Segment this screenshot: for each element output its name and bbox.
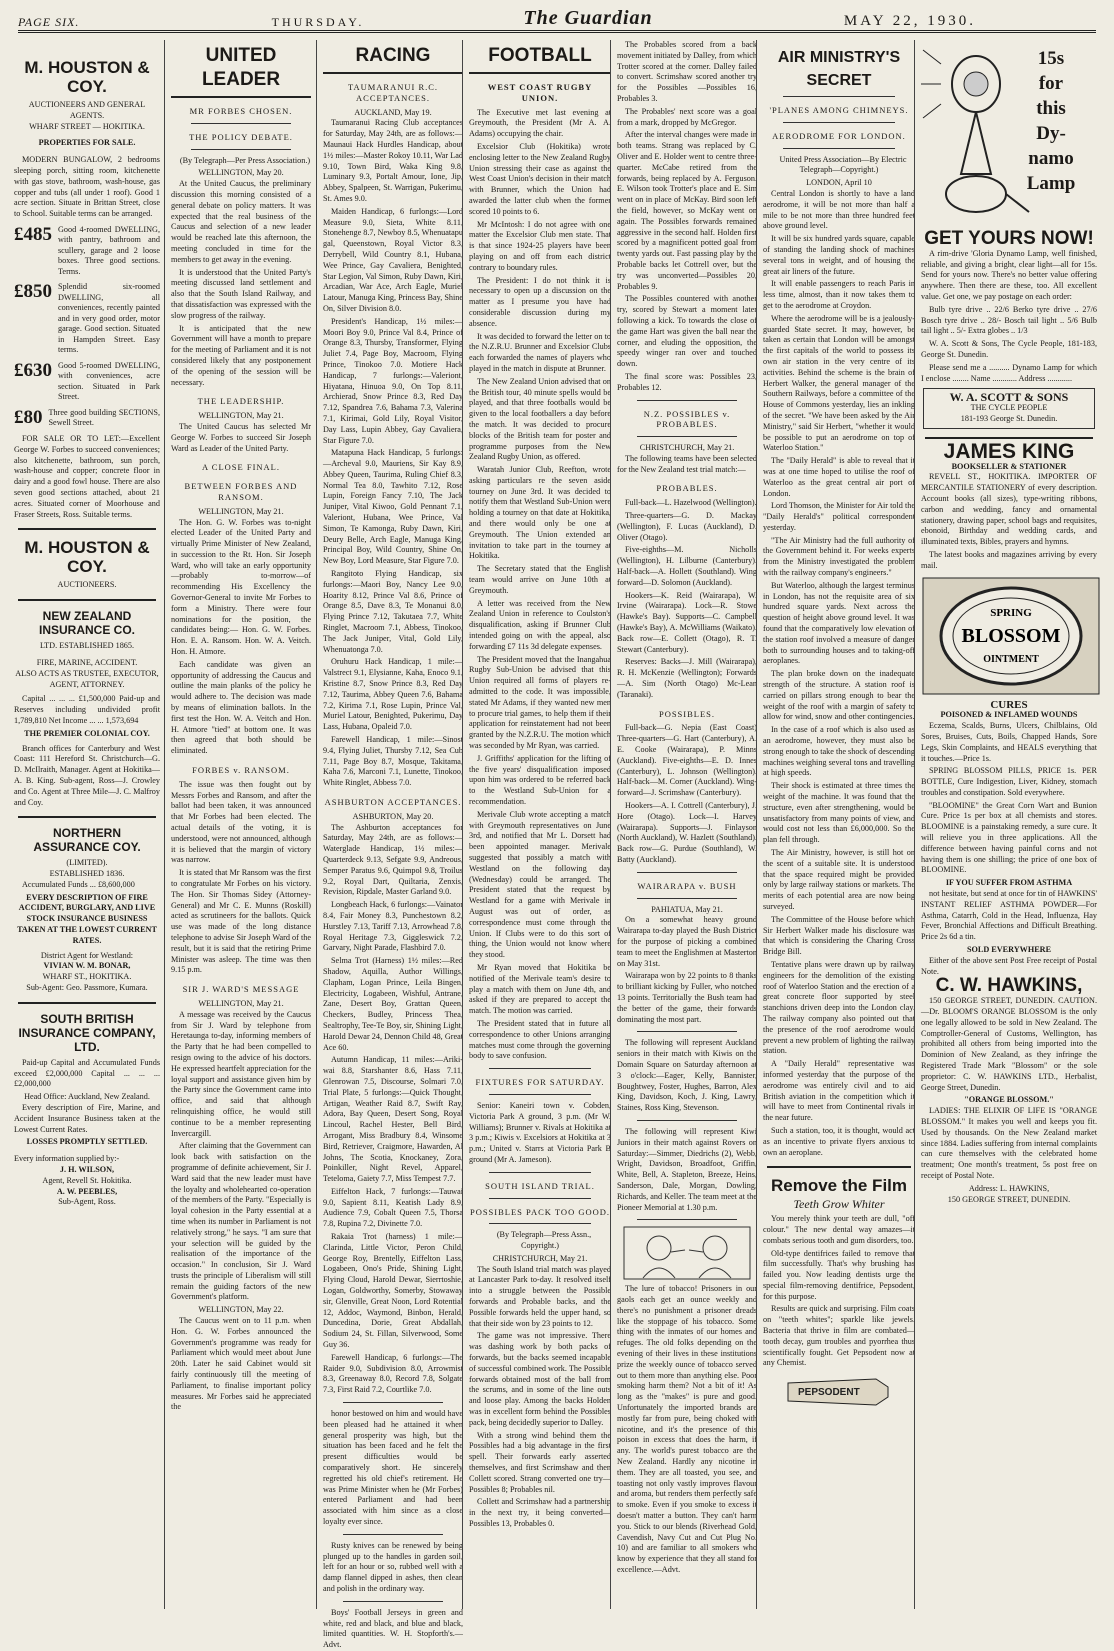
air-para-14: Tentative plans were drawn up by railway engineers for the demolition of the existing roof of Waterloo Station and the erection of a great concrete floor supported by steel stanchions driven deep into the London clay. The railway company also pointed out that the presence of the roof aerodrome would prevent a new problem of lighting the railway station. xyxy=(763,959,915,1056)
sub-close-final: A CLOSE FINAL. xyxy=(202,462,280,473)
byline: (By Telegraph—Per Press Association.) xyxy=(179,155,311,165)
blossom-pills: SPRING BLOSSOM PILLS, PRICE 1s. PER BOTTLE, Cure Indigestion, Liver, Kidney, stomach troubles and constipation. Sold everywhere. xyxy=(921,766,1097,797)
dateline-christchurch-2: CHRISTCHURCH, May 21. xyxy=(639,443,735,453)
trustee-line: ALSO ACTS AS TRUSTEE, EXECUTOR, AGENT, ATTORNEY. xyxy=(15,668,159,689)
fire-marine: FIRE, MARINE, ACCIDENT. xyxy=(36,657,138,667)
northern-every: EVERY DESCRIPTION OF FIRE ACCIDENT, BURGLARY, AND LIVE STOCK INSURANCE BUSINESS TAKEN AT THE LOWEST CURRENT RATES. xyxy=(17,892,157,945)
sub-probables: PROBABLES. xyxy=(656,483,718,494)
asthma-heading: IF YOU SUFFER FROM ASTHMA xyxy=(945,878,1073,888)
masthead-day: THURSDAY. xyxy=(271,15,365,29)
leader-para-8: It is stated that Mr Ransom was the first to congratulate Mr Forbes on his victory. The Hon. Sir Thomas Sidey (Attorney-General) and Mr C. E. Munns (Roskill) acted as scrutineers for the ballots. Quick use was made of the long distance telephone to advise Sir Joseph Ward of the result, but it is said that the retiring Prime Minister was asleep. The time was then 9.15 p.m. xyxy=(171,868,311,975)
cures-heading: CURES xyxy=(990,698,1028,711)
rule xyxy=(637,1120,737,1121)
tube-label: PEPSODENT xyxy=(798,1387,860,1399)
racing-para-9: Longbeach Hack, 6 furlongs:—Vainator 8.4, Fair Money 8.3, Punchestown 8.2, Hurstley 7.13, Tariff 7.13, Arrowhead 7.8, Royal Heritage 7.3, Giggleswick 7.2, Garvary, Night Parade, Flashbird 7.0. xyxy=(323,900,463,953)
listing-485: £485 Good 4-roomed DWELLING, with pantry, bathroom and scullery, garage and 2 loose boxes. Three good sections. Terms. xyxy=(14,223,160,276)
sub-forbes-v-ransom: FORBES v. RANSOM. xyxy=(192,765,290,776)
trial-para-2: The Probables' next score was a goal from a mark, dropped by McGregor. xyxy=(617,106,757,127)
leader-para-1: At the United Caucus, the preliminary discussion this morning consisted of a general debate on policy matters. It was expected that the real business of the Caucus and selection of a new leader would be reached late this afternoon, the meeting concluded in time for the members to get away in the evening. xyxy=(171,179,311,264)
sub-leadership: THE LEADERSHIP. xyxy=(197,396,285,407)
racing-para-13: Rakaia Trot (harness) 1 mile:—Clarinda, Little Victor, Peron Child, George Roy, Brentelly, Eiffelton Lass, Logabeen, Ono's Pride, Shining Light, Flying Cloud, Harold Dewar, Sierrtoshie, Logan, Goldworthy, Somerby, Stowaway sir, Glenville, Great Noon, Lord Rotential 12, Addoc, Waymond, Binbon, Herald, Duncedina, Dorie, Great Abdallah, Sodium 24, St. Fillan, Silverwood, Some Guy 36. xyxy=(323,1232,463,1350)
trial-para-5: The final score was: Possibles 23, Probables 12. xyxy=(617,371,757,392)
air-para-3: It will enable passengers to reach Paris in less time, almost, than it now takes them to get to the aerodrome at Croydon. xyxy=(763,279,915,310)
rule xyxy=(489,1223,591,1224)
pepsodent-subheading: Teeth Grow Whiter xyxy=(793,1197,885,1212)
pepsodent-para-3: Results are quick and surprising. Film coats on "teeth whites"; sparkle like jewels. Bacteria that thrive in film are combated—tooth decay, gum troubles and pyorrhea thus scientifically fought. Get Pepsodent now at any Chemist. xyxy=(763,1304,915,1368)
bookseller: BOOKSELLER & STATIONER xyxy=(951,461,1067,471)
orange-blossom: "ORANGE BLOSSOM." xyxy=(964,1095,1054,1105)
masthead xyxy=(18,8,1096,33)
auckland-seniors: The following will represent Auckland seniors in their match with Kiwis on the Domain Square on Saturday afternoon at 3 o'clock:—Eager, Kelly, Bannister, Boughtwey, Foster, Hughes, Barron, Alex King, Davidson, Koch, J. King, Lawry, Staines, Ross King, Stevenson. xyxy=(617,1038,757,1113)
trial-para-4: The Possibles countered with another try, scored by Stewart a moment later following a kick. To towards the close of the game Hart was given the ball near the corner, and eluding the opposition, the speedy winger ran over and touched down. xyxy=(617,294,757,369)
racing-para-11: Autumn Handicap, 11 miles:—Ariki-wai 8.8, Starshanter 8.6, Hass 7.11, Glenrowan 7.5, Discourse, Solmari 7.0, Trial Plate, 5 furlongs:—Quick Thought, Artigan, Weather Raid 8.7, Swift Ray, Adora, Bay Queen, Desert Song, Royal Lincoul, Rachel Hester, Bell Bird, Arrogant, Miss Bradbury 8.4, Winsome Bird, Retriever, Craigmore, Hawarden, Al Johns, The Scotia, Knockaney, Zora, Poinkiller, Night Revel, Apparel, Teteloma, Gaiety 7.7, Miss Tempest 7.7. xyxy=(323,1055,463,1184)
probables-1: Full-back—L. Hazelwood (Wellington). xyxy=(625,498,757,508)
masthead-date: MAY 22, 1930. xyxy=(843,13,976,29)
sub-south-island-trial: SOUTH ISLAND TRIAL. xyxy=(485,1180,595,1191)
dateline-5: WELLINGTON, May 22. xyxy=(198,1305,284,1315)
houston-address: WHARF STREET — HOKITIKA. xyxy=(29,121,145,131)
lamp-price xyxy=(1011,46,1091,196)
column-air-ministry xyxy=(756,40,921,1609)
air-para-8: But Waterloo, although the largest terminus in London, has not the requisite area of six hundred square yards. Next across the question of height above ground level. It was found that the comparatively low elevation of the station roof involved a measure of danger both to surrounding houses and to taking-off aeroplanes. xyxy=(763,580,915,666)
newspaper-title: The Guardian xyxy=(523,7,653,29)
pepsodent-para-1: You merely think your teeth are dull, "off colour." The new dental way amazes—it combats serious tooth and gum disorders, too. xyxy=(763,1214,915,1245)
scott-street: 181-193 George St. Dunedin. xyxy=(960,413,1058,423)
sold-everywhere: SOLD EVERYWHERE xyxy=(966,945,1052,955)
northern-funds: Accumulated Funds ... £8,600,000 xyxy=(22,879,135,889)
possibles-2: Hookers—A. I. Cottrell (Canterbury), J. Hore (Otago). Lock—I. Harvey (Wairarapa). Supports—J. Finlayson (North Auckland), W. Hazlett (Southland). Back row—G. Purdue (Southland), W. Batty (Auckland). xyxy=(617,801,757,864)
divider xyxy=(767,1166,911,1168)
northern-est: ESTABLISHED 1836. xyxy=(49,869,125,879)
racing-para-5: Rangitoto Flying Handicap, six furlongs:—Maori Boy, Nancy Lee 9.0, Hoarity 8.12, Prince Val 8.6, Prince of Orange 8.5, Dave 8.3, Te Monanui 8.0, Flying Prince 7.12, Takutaea 7.7, White Ringlet, Macroom 7.1, Abbess, Tinokoo, The Jack Juniper, Vital, Gold Lily, Whenuatonga 7.0. xyxy=(323,569,463,654)
probables-2: Three-quarters—G. D. Mackay (Wellington), F. Lucas (Auckland), D. Oliver (Otago). xyxy=(617,511,757,542)
seal-blossom: BLOSSOM xyxy=(961,624,1061,647)
air-para-13: The Committee of the House before which Sir Herbert Walker made his disclosure was that which is considering the Charing Cross Bridge Bill. xyxy=(763,914,915,957)
poisoned-wounds: POISONED & INFLAMED WOUNDS xyxy=(940,710,1078,720)
hawkins-address: Address: L. HAWKINS, xyxy=(968,1183,1050,1193)
racing-para-2: Maiden Handicap, 6 furlongs:—Lord Measure 9.0, Sieta, White 8.11, Stonehenge 8.7, Newboy 8.5, Whenuatapu gal, Queenstown, Royal Victor 8.3, Derrybell, Wild Country 8.1, Hubana, Wee Prince, Gay Cavaliera, Benighted, Star Legion, Val Simon, Ruby Dawn, Kiri, Arcadian, War Ace, Arch Eagle, Muriel Latour, Manuga King, Princess Bay, Shine On, Silver Division 8.0. xyxy=(323,206,463,313)
wilson-name: J. H. WILSON, xyxy=(59,1165,115,1175)
dateline-ashburton: ASHBURTON, May 20. xyxy=(352,811,434,821)
rule xyxy=(783,148,895,149)
air-para-16: Such a station, too, it is thought, would act as an incentive to private flyers anxious to own an aeroplane. xyxy=(763,1125,915,1157)
lamp-price-namo: namo xyxy=(1028,148,1074,169)
rule xyxy=(489,1172,591,1173)
byline: United Press Association—By Electric Telegraph—Copyright.) xyxy=(779,154,907,175)
info-supplied: Every information supplied by:- xyxy=(14,1154,120,1164)
air-para-9: The plan broke down on the inadequate strength of the structure. A station roof is carried on pillars strong enough to bear the weight of the roof with a margin of safety to allow for wind, snow and other contingencies. xyxy=(763,669,915,722)
losses-settled: LOSSES PROMPTLY SETTLED. xyxy=(26,1137,148,1147)
divider xyxy=(18,528,156,530)
leader-para-9: A message was received by the Caucus from Sir J. Ward by telephone from Heretaunga to-day, informing members of the Party that he had been compelled to resign owing to the advice of his doctors. He expressed heartfelt appreciation for the loyal support and assistance given him by the Party since the Government came into office, and said that although relinquishing office, he would still continue to be a member representing Invercargill. xyxy=(171,1009,311,1138)
dateline-pahiatua: PAHIATUA, May 21. xyxy=(651,904,723,914)
probables-5: Reserves: Backs—J. Mill (Wairarapa), R. H. McKenzie (Wellington); Forwards—A. Sim (North Otago) Mc-Lean (Taranaki). xyxy=(617,657,757,699)
leader-para-5: The Hon. G. W. Forbes was to-night elected Leader of the United Party and virtually Prime Minister of New Zealand, in succession to the Rt. Hon. Sir Joseph Ward, who will take an early opportunity—probably to-morrow—of recommending His Excellency the Governor-General to invite Mr Forbes to form a Ministry. There were four nominations for the position, the candidates being:— Hon. G. W. Forbes. Hon. E. A. Ransom. Hon. W. A. Veitch. Hon. H. Atmore. xyxy=(171,517,311,657)
sub-fixtures: FIXTURES FOR SATURDAY. xyxy=(475,1077,605,1088)
racing-para-8: The Ashburton acceptances for Saturday, May 24th, are as follows:— Waterglade Handicap, 1½ miles:— Quarterdeck 9.13, Sefgate 9.9, Andreous, Semper Paratus 9.6, Quimpol 9.8, Troilus 9.2, Royal Dart, Quiltaria, Zenxis, Revision, Ripdale, Master Garland 9.0. xyxy=(323,822,463,897)
get-yours-now: GET YOURS NOW! xyxy=(924,228,1094,249)
sub-agent: Sub-Agent: Geo. Passmore, Kumara. xyxy=(26,983,148,993)
rule xyxy=(637,400,737,401)
rule xyxy=(343,1402,443,1403)
south-british-heading: SOUTH BRITISH INSURANCE COMPANY, LTD. xyxy=(18,1011,156,1054)
football-para-11: J. Griffiths' application for the lifting of the five years' disqualification imposed upon him was ordered to be referred back to the Westland Sub-Union for a recommendation. xyxy=(469,753,611,806)
order-coupon: Please send me a .......... Dynamo Lamp for which I enclose ........ Name ............ Address ............ xyxy=(921,362,1097,383)
toothpaste-tube-icon xyxy=(784,1375,894,1409)
football-para-10: The President moved that the Inangahua Rugby Sub-Union be advised that this Union required all forms of players re-admitted to the code. It was impossible, stated Mr Adams, if they wanted new men to procure trial games, to help them if their application for reinstatement had not been granted by the N.Z.R.U. The motion which was seconded by Mr Ryan, was carried. xyxy=(469,654,611,751)
sub-policy-debate: THE POLICY DEBATE. xyxy=(189,131,293,142)
byline: (By Telegraph—Press Assn., Copyright.) xyxy=(496,1230,592,1251)
scott-name: W. A. SCOTT & SONS xyxy=(949,390,1069,405)
racing-heading: RACING xyxy=(323,44,463,74)
bungalow-listing: MODERN BUNGALOW, 2 bedrooms sleeping porch, sitting room, kitchenette with gas stove, bathroom, wash-house, gas copper and tubs (all under 1 roof). Good 1 acre section. Situate in Brittan Street, close to School. Suitable terms can be arranged. xyxy=(14,155,160,219)
sub-ward-message: SIR J. WARD'S MESSAGE xyxy=(182,984,300,995)
racing-para-14: Farewell Handicap, 6 furlongs:—The Raider 9.0, Subdivision 8.0, Arrowmist 8.3, Greenaway 8.0, Record 7.8, Solgate 7.3, First Raid 7.2, Courtlike 7.0. xyxy=(323,1352,463,1395)
properties-heading: PROPERTIES FOR SALE. xyxy=(38,138,136,148)
dateline-christchurch: CHRISTCHURCH, May 21. xyxy=(492,1253,588,1263)
wairarapa-2: Wairarapa won by 22 points to 8 thanks to brilliant kicking by Fuller, who notched 13 points. Territorially the Bush team had the better of the game, their forwards dominating the most part. xyxy=(617,971,757,1024)
rule xyxy=(343,1601,443,1602)
nz-insurance-heading: NEW ZEALAND INSURANCE CO. xyxy=(38,609,135,638)
pepsodent-heading: Remove the Film xyxy=(770,1176,908,1196)
sub-taumaranui: TAUMARANUI R.C. ACCEPTANCES. xyxy=(347,82,439,103)
football-para-7: Waratah Junior Club, Reefton, wrote asking particulars re the seven aside tourney on June 3rd. It was decided to notify them that Westland Sub-Union were holding a tourney on that date at Hokitika, and there would only be one at Greymouth. The Union extended an invitation to take part in the tourney at Hokitika. xyxy=(469,465,611,561)
rule xyxy=(489,1198,591,1199)
fixtures-text: Senior: Kaneiri town v. Cobden, Victoria Park A ground, 3 p.m. (Mr W. Williams); Brunner v. Rivals at Hokitika at 3 p.m.; Kiwis v. Excelsiors at Hokitika at 3 p.m.; United v. Starrs at Victoria Park B ground (Mr A. Jameson). xyxy=(469,1100,611,1164)
lamp-price-list: Bulb tyre drive .. 22/6 Berko tyre drive .. 27/6 Bosch tyre drive .. 28/- Bosch tail light .. 5/6 Bulb tail light .. 5/- Extra globes .. 1/3 xyxy=(921,304,1097,336)
wairarapa-1: On a somewhat heavy ground Wairarapa to-day played the Bush District for the purpose of picking a combined team to meet the Englishmen at Masterton on May 31st. xyxy=(617,915,757,968)
post-free: Either of the above sent Post Free receipt of Postal Note. xyxy=(921,955,1097,976)
rule xyxy=(637,1031,737,1032)
air-para-4: Where the aerodrome will be is a jealously-guarded State secret. It may, however, be taken as certain that London will be amongst the first capitals of the world to possess its own air station in the very centre of its activities. Behind the scheme is the brain of Herbert Walker, the general manager of the Southern Railways, before a committee of the House of Commons yesterday, lies an inkling of the secret. "We have been asked by the Air Ministry," said Sir Herbert, "whether it would be possible to put an aerodrome on top of Waterloo Station." xyxy=(763,313,915,453)
houston-auctioneers-2: AUCTIONEERS. xyxy=(57,580,117,590)
air-ministry-heading: AIR MINISTRY'S xyxy=(777,49,901,66)
page-number: PAGE SIX. xyxy=(18,15,80,29)
racing-para-12: Eiffelton Hack, 7 furlongs:—Tauwai 9.0, Sapient 8.11, Keatish Lady 8.9, Audience 7.9, Cobalt Queen 7.5, Thorsa 7.8, Rupina 7.2, Divinette 7.0. xyxy=(323,1186,463,1229)
football-para-2: Excelsior Club (Hokitika) wrote enclosing letter to the New Zealand Rugby Union stressing their case as against the West Coast Union's decision in their match with Brunner, which the Union had awarded the latter club when the former scored 10 points to 6. xyxy=(469,141,611,216)
scott-address: W. A. Scott & Sons, The Cycle People, 181-183, George St. Dunedin. xyxy=(921,339,1097,359)
dateline-4: WELLINGTON, May 21. xyxy=(198,998,284,1008)
football-para-1: The Executive met last evening at Greymouth, the President (Mr A. A. Adams) occupying the chair. xyxy=(469,107,611,139)
hawkins-street: 150 GEORGE STREET, DUNEDIN. xyxy=(947,1194,1071,1204)
peebles-address: Sub-Agent, Ross. xyxy=(58,1197,116,1207)
trial-para-3: After the interval changes were made in both teams. Strang was replaced by C. Oliver and E. Holder went to centre three-quarter. McCabe retired from the forwards, being replaced by A. Ferguson. E. Wilson took Trotter's place and E. Sim went on in place of McKay. Bird soon left the field, however, so McKay went on again. The Possibles forwards remained aggressive in the second half. Holden first scored by a magnificent potted goal from twenty yards out. Fast passing play by the Probable backs let Cottrell over, but the try was unconverted—Possibles 20, Probables 9. xyxy=(617,130,757,291)
houston-auctioneers: AUCTIONEERS AND GENERAL AGENTS. xyxy=(28,100,146,120)
leader-para-4: The United Caucus has selected Mr George W. Forbes to succeed Sir Joseph Ward as Leader of the United Party. xyxy=(171,421,311,453)
listing-850: £850 Splendid six-roomed DWELLING, all conveniences, recently painted and in very good order, motor garage. Good section. Situated in Hampden Street. Easy terms. xyxy=(14,281,160,355)
air-para-6: Lord Thomson, the Minister for Air told the "Daily Herald's" political correspondent yesterday. xyxy=(763,501,915,532)
column-advertisements xyxy=(14,40,166,1609)
dateline-london: LONDON, April 10 xyxy=(806,178,872,188)
king-description: REVELL ST., HOKITIKA. IMPORTER OF MERCANTILE STATIONERY of every description. Account books (all sizes), type-writing ribbons, carbon and wedding, fancy and ornamental stationery, drawing paper, school bags and requisites, ebonoid, Birthday and wedding cards, and illuminated texts, Bibles, prayers and hymns. xyxy=(921,472,1097,547)
leader-para-10: After claiming that the Government can look back with satisfaction on the programme of definite achievement, Sir J. Ward said that the new leader must have the loyalty and wholehearted co-operation of the members of the Party. "Especially is loyal cohesion in the Party essential at a time when its number in Parliament is not relatively strong," he says. "I am sure that your selection will be guided by the realisation of the importance of the occasion." In conclusion, Sir J. Ward trusts the principle of Liberalism will still remain the guiding factors of the new Government's platform. xyxy=(171,1141,311,1302)
leader-para-11: The Caucus went on to 11 p.m. when Hon. G. W. Forbes announced the Government's programme was ready for Parliament which would meet about June 20th. Later he said Cabinet would sit fairly continuously till the meeting of Parliament, to finalise important policy measures. Mr Forbes said he appreciated the xyxy=(171,1316,311,1412)
football-para-8: The Secretary stated that the English team would arrive on June 10th at Greymouth. xyxy=(469,564,611,595)
possibles-1: Full-back—G. Nepia (East Coast) Three-quarters—G. Hart (Canterbury), A. E. Cooke (Wairarapa), P. Minns (Auckland). Five-eighths—E. D. Innes (Canterbury), L. Johnson (Wellington). Half-back—M. Corner (Auckland). Wing-forward—J. Scrimshaw (Canterbury). xyxy=(617,723,757,798)
racing-para-1: Taumaranui Racing Club acceptances for Saturday, May 24th, are as follows:— Maunaui Hack Hurdles Handicap, about 1½ miles:—Master Rokoy 10.11, War Lad 9.10, Town Bird, Waka King 9.8, Luminary 9.3, Portalt Amour, Ione, Jip, Abbey, Spalpeen, St. Warrigan, Pukerimu, St. Ames 9.0. xyxy=(323,118,463,203)
ointment-cures: Eczema, Scalds, Burns, Ulcers, Chilblains, Old Sores, Bruises, Cuts, Boils, Chapped Hands, Sore Legs, Skin Complaints, and HEALS everything that it touches.—Price 1s. xyxy=(921,721,1097,763)
rule xyxy=(637,898,737,899)
pepsodent-para-2: Old-type dentifrices failed to remove that film successfully. That's why brushing has failed you. Now leading dentists urge the special film-removing dentifrice, Pepsodent, for this purpose. xyxy=(763,1248,915,1301)
probables-4: Hookers—K. Reid (Wairarapa), W. Irvine (Wairarapa). Lock—R. Stowe (Hawke's Bay). Supports—C. Campbell (Hawke's Bay), A. McWilliams (Waikato). Back row—E. Collett (Otago), R. T. Stewart (Canterbury). xyxy=(617,590,757,654)
south-british-capital: Paid-up Capital and Accumulated Funds exceed £2,000,000 Capital ... ... ... £2,000,000 xyxy=(14,1057,160,1089)
smokers-illustration xyxy=(623,1226,751,1280)
seal-spring: SPRING xyxy=(990,606,1032,619)
probables-3: Five-eighths—M. Nicholls (Wellington), H. Lilburne (Canterbury). Half-back—A. Hollett (Southland). Wing forward—D. Solomon (Auckland). xyxy=(617,545,757,587)
air-para-7: "The Air Ministry had the full authority of the Government behind it. For weeks experts from the Ministry investigated the problem with the railway company's engineers." xyxy=(763,535,915,578)
lamp-price-this: this xyxy=(1036,98,1066,119)
rule xyxy=(637,872,737,873)
football-para-13: Mr Ryan moved that Hokitika be notified of the Merivale team's desire to play a match with them on June 4th, and asked if they are prepared to accept the match. The motion was carried. xyxy=(469,962,611,1016)
air-para-15: A "Daily Herald" representative was informed yesterday that the purpose of the aerodrome was entirely civil and to aid British aviation in the competition which it will have to meet from Continental rivals in the near future. xyxy=(763,1059,915,1123)
football-para-6: The New Zealand Union advised that on the British tour, 40 minute spells would be played, and that three footballs would be given to the local footballers a day before the match. It was decided to procure blocks of the British team for poster and programme purposes from the New Zealand Rugby Union, as offered. xyxy=(469,376,611,462)
divider xyxy=(925,437,1093,439)
football-para-14: The President stated that in future all correspondence to other Unions arranging matches must come through the governing body to save confusion. xyxy=(469,1018,611,1061)
houston-heading-2: M. HOUSTON & COY. xyxy=(24,538,150,577)
lamp-description: A rim-drive 'Gloria Dynamo Lamp, well finished, reliable, and giving a bright, clear light—all for 15s. Send for yours now. There's no better value offering anywhere. Then there are these, too. All excellent value. Get one, we pay postage on each order: xyxy=(921,248,1097,301)
capital-figures: Capital ... ... ... £1,500,000 Paid-up and Reserves including undivided profit 1,789,810 Net Income ... ... 1,573,694 xyxy=(14,694,160,725)
sub-possibles-v-probables: N.Z. POSSIBLES v. PROBABLES. xyxy=(643,408,731,430)
air-para-12: The Air Ministry, however, is still hot on the scent of a suitable site. It is understood that the space required might be provided only by large railway stations or markets. The merits of each potential area are now being surveyed. xyxy=(763,848,915,911)
king-latest: The latest books and magazines arriving by every mail. xyxy=(921,549,1097,570)
rule xyxy=(637,436,737,437)
lamp-price-amount: 15s xyxy=(1037,48,1065,69)
racing-para-6: Oruhuru Hack Handicap, 1 mile:—Valstrect 9.1, Elysianne, Kaha, Enoco 9.1, Kristine 8.7, Snow Prince 8.3, Red Day 7.12, Taurima, Abbey Queen 7.6, Bahama 7.2, Kirima 7.1, Rose Lupin, Prince Val, Muriel Latour, Benighted, Pukerimu, Day Lass, Hubana, Opaleid 7.0. xyxy=(323,657,463,732)
listing-630: £630 Good 5-roomed DWELLING, with conveniences, acre section. Situated in Park Street. xyxy=(14,359,160,402)
racing-para-4: Matapuna Hack Handicap, 5 furlongs:—Archeval 9.0, Mauriens, Sir Kay 8.9, Abbey Queen, Taurima, Ruling Chief 8.3, Normal Tea 8.0, Tawhito 7.12, Rose Lupin, Foreign Fancy 7.10, The Jack Juniper, Vital Kiwoo, Gold Pennant 7.1, Valeriont, Hubana, Wee Prince, Val Simon, Te Kamonga, Ruby Dawn, Kiri, Deury Belle, Arch Eagle, Manuga King, Principal Boy, Wild Country, Shine On, New Boy, Lord Measure, Star Figure 7.0. xyxy=(323,448,463,566)
dateline-auckland: AUCKLAND, May 19. xyxy=(354,107,432,117)
sub-forbes-chosen: MR FORBES CHOSEN. xyxy=(189,106,293,116)
rule xyxy=(783,122,895,123)
cycle-people: THE CYCLE PEOPLE xyxy=(970,403,1048,413)
rule xyxy=(191,149,291,150)
rule xyxy=(489,1094,591,1095)
rule xyxy=(783,96,895,97)
scott-box xyxy=(923,388,1095,428)
dateline-2: WELLINGTON, May 21. xyxy=(198,411,284,421)
football-para-3: Mr McIntosh: I do not agree with one matter the Excelsior Club men state. That is that since 1924-25 players have been playing on and off from each district contrary to boundary rules. xyxy=(469,219,611,272)
ladies-advert: LADIES: THE ELIXIR OF LIFE IS "ORANGE BLOSSOM." It makes you well and keeps you fit. Used by thousands. On the New Zealand market since 1884. Ladies suffering from internal complaints can cure themselves with the celebrated home treatment; One month's treatment, 5s post free on receipt of Postal Note. xyxy=(921,1106,1097,1180)
football-para-5: It was decided to forward the letter on to the N.Z.R.U. Brunner and Excelsior Clubs each forwarded the names of players who played in the match in dispute at Brunner. xyxy=(469,331,611,373)
agent-address: WHARF ST., HOKITIKA. xyxy=(42,972,132,982)
agent-name: VIVIAN W. M. BONAR, xyxy=(43,961,131,971)
sub-aerodrome-london: AERODROME FOR LONDON. xyxy=(772,130,906,141)
racing-para-7: Farewell Handicap, 1 mile:—Sinost 9.4, Flying Juliet, Thursby 7.12, Sea Cub 7.11, Page Boy 8.7, Mosque, Takitama, Kaha 7.6, Marconi 7.1, Lunette, Tinokoo, White Ringlet, Abbess 7.0. xyxy=(323,735,463,788)
leader-para-3: It is anticipated that the new Government will have a month to prepare for the meeting of Parliament and it is not considered likely that any postponement of the opening of the session will be necessary. xyxy=(171,323,311,387)
lamp-price-dy: Dy- xyxy=(1036,123,1066,144)
air-para-11: Their shock is estimated at three times the weight of the machine. It was found that the structure, even after strengthening, would be unsatisfactory from many points of view, and would cost not less than £6,000,000. So the plan fell through. xyxy=(763,781,915,845)
rusty-knives-note: Rusty knives can be renewed by being plunged up to the handles in garden soil, left for an hour or so, rubbed well with a damp flannel dipped in ashes, then clean and polish in the ordinary way. xyxy=(323,1540,463,1593)
for-sale-listing: FOR SALE OR TO LET:—Excellent George W. Forbes to succeed conveniences; also kitchenette, bathroom, sun porch, wash-house and copper; concrete floor in dairy and a good fowl house. There are also seven good sections attached, about 21 acres. Situated corner of Moorhouse and Fraser Streets, Ross. Suitable terms. xyxy=(14,433,160,519)
racing-para-3: President's Handicap, 1½ miles:—Moori Boy 9.0, Prince Val 8.4, Prince of Orange 8.3, Thursby, Transformer, Flying Juliet 7.4, Page Boy, Macroom, Flying Prince, Tinokoo 7.0. Motiere Hack Handicap, 7 furlongs:—Valeriont, Hiyatana, Hinuoa 9.0, On Top 8.11, Archierad, Snow Prince 8.3, Red Day 7.12, Spandrea 7.6, Bahama 7.3, Valerina 7.1, Kirimai, Gold Lily, Royal Visitor, Day Lass, Lupin Abbey, Gay Cavaliera, Star Figure 7.0. xyxy=(323,316,463,445)
dateline-1: WELLINGTON, May 20. xyxy=(198,168,284,178)
air-para-1: Central London is shortly to have a land aerodrome, it will be not more than half a mile to be not more than three hundred feet above ground level. xyxy=(763,188,915,231)
secret-heading: SECRET xyxy=(806,72,872,89)
head-office: Head Office: Auckland, New Zealand. xyxy=(24,1092,150,1102)
column-advertisements-right xyxy=(914,40,1103,1609)
sub-ashburton: ASHBURTON ACCEPTANCES. xyxy=(324,797,462,807)
rule xyxy=(637,1219,737,1220)
nz-insurance-est: LTD. ESTABLISHED 1865. xyxy=(39,641,135,651)
rule xyxy=(489,1068,591,1069)
air-para-10: In the case of a roof which is also used as an aerodrome, however, they must also be strong enough to take the shock of descending machines weighing several tons and travelling at high speeds. xyxy=(763,725,915,778)
asthma-text: not hesitate, but send at once for tin of HAWKINS' INSTANT RELIEF ASTHMA POWDER—For Asthma, Catarrh, Cold in the Head, Influenza, Hay Fever, Bronchial Affections and Difficult Breathing. Price 2s 6d a tin. xyxy=(921,889,1097,942)
wilson-address: Agent, Revell St. Hokitika. xyxy=(42,1175,132,1185)
football-para-4: The President: I do not think it is necessary to open up a discussion on the matter as I presume you have had considerable discussion during my absence. xyxy=(469,275,611,328)
united-leader-heading: UNITED LEADER xyxy=(171,44,311,98)
racing-para-10: Selma Trot (Harness) 1½ miles:—Red Shadow, Aquilla, Author Willings, Clapham, Logan Prince, Leila Bingen, Electricity, Logabeen, Wishful, Antrane, Zane, Desert Boy, Grattan Queen, Checkers, Budley, Princess Thea, Sealtrophy, Tee-Te Boy, sir, Shining Light, Harold Dewar 24, Dennon Child 48, Great Ace 60. xyxy=(323,956,463,1052)
premier-colonial: THE PREMIER COLONIAL COY. xyxy=(24,728,150,738)
leader-para-7: The issue was then fought out by Messrs Forbes and Ransom, and after the ballot had been taken, it was announced that Mr Forbes had been elected. The actual details of the voting, it is understood, were not announced, although it is believed that the margin of victory was narrow. xyxy=(171,779,311,865)
columns xyxy=(0,40,1114,1650)
northern-limited: (LIMITED). xyxy=(66,858,108,868)
tobacco-advert: The lure of tobacco! Prisoners in our gaols each get an ounce weekly and there's no punishment a prisoner dreads like the stoppage of his tobacco. Some thing with the inmates of our homes and refuges. The old folks depending on the evening of their lives in these institutions prize the weekly ounce of tobacco served out to them more than anything else. Poor smoking harm them? Not a bit of it! As long as the "makes" is pure and good. Unfortunately the imported brands are mostly far from pure, being choked with nicotine, and it's the presence of this poison in excess that does the harm, if any. The world's purest tobacco are the New Zealand. Hardly any nicotine in them. They are all toasted, you see, and toasting not only vastly improves flavour and aroma, but renders them perfectly safe to smoke. Even if you smoke to excess it doesn't matter a button. They can't harm you. Stick to our blends (Riverhead Gold, Cavendish, Navy Cut and Cut Plug No. 10) and are familiar to all smokers who know by experience that they all stand for excellence.—Advt. xyxy=(617,1284,757,1575)
district-agent: District Agent for Westland: xyxy=(40,950,134,960)
lamp-price-for: for xyxy=(1038,73,1064,94)
football-para-18: With a strong wind behind them the Possibles had a big advantage in the first spell. Their forwards early asserted themselves, and first Scrimshaw and then Collett scored. Strang converted one try—Possibles 8; Probables nil. xyxy=(469,1430,611,1494)
divider xyxy=(18,1002,156,1004)
football-para-12: Merivale Club wrote accepting a match with Greymouth representatives on June 3rd, and notified that Mr L. Dorsett had been appointed manager. Merivale suggested that possibly a match with Westland on the following day (Wednesday) could be arranged. The President stated that the request by Westland for a game with Merivale in August was out of order, as correspondence must come through the Union. If Clubs were to do this sort of thing, the Union would not know where they stood. xyxy=(469,809,611,960)
kiwi-juniors: The following will represent Kiwi Juniors in their match against Rovers on Saturday:—Simmer, Diedrichs (2), Webb, Wright, Davidson, Broadfoot, Griffin, White, Bell, A. Stapleton, Breeze, Heins, Sanderson, Dale, Morgan, Dowling, Richards, and Keller. The team meet at the Pioneer Memorial at 1.30 p.m. xyxy=(617,1126,757,1212)
sub-wairarapa-bush: WAIRARAPA v. BUSH xyxy=(637,880,737,891)
teams-intro: The following teams have been selected for the New Zealand test trial match:— xyxy=(617,453,757,474)
leader-para-6: Each candidate was given an opportunity of addressing the Caucus and outline the main planks of the policy he would adhere to. The decision was made by means of elimination ballots. In the first test the Hon. W. A. Veitch and Hon. H. Atmore "tied" at bottom one. It was then agreed that both should be eliminated. xyxy=(171,659,311,756)
james-king-heading: JAMES KING xyxy=(943,439,1075,463)
air-para-5: The "Daily Herald" is able to reveal that it was at one time hoped to utilise the roof of Waterloo as the great central air port of London. xyxy=(763,456,915,498)
bloomine-advert: "BLOOMINE" the Great Corn Wart and Bunion Cure. Price 1s per box at all chemists and stores. BLOOMINE is a painstaking remedy, a sure cure. It will relieve you in three applications. All the difference between having painful corns and not having them is one shilling; the price of one box of BLOOMINE. xyxy=(921,800,1097,875)
jerseys-advert: Boys' Football Jerseys in green and white, red and black, and blue and black, limited quantities. W. H. Stopforth's.—Advt. xyxy=(323,1607,463,1650)
seal-ointment: OINTMENT xyxy=(983,653,1039,665)
sub-west-coast-rugby: WEST COAST RUGBY UNION. xyxy=(487,82,593,103)
northern-heading: NORTHERN ASSURANCE COY. xyxy=(33,826,141,855)
football-para-17: The game was not impressive. There was dashing work by both packs of forwards, but the backs seemed incapable of successful combined work. The Possible forwards obtained most of the ball from the scrums, and in some of the line outs and loose play. Among the backs Holden was in excellent form behind the Possibles pack, being decidedly superior to Dalley. xyxy=(469,1331,611,1427)
hawkins-caution: 150 GEORGE STREET, DUNEDIN. CAUTION.—Dr. BLOOM'S ORANGE BLOSSOM is the only one legally allowed to be sold in New Zealand. The Comptroller-General of Customs, Wellington, has prohibited all others from being imported into the Dominion of New Zealand, as they infringe the Registered Trade Mark "Blossom" or the sole proprietor: C. W. HAWKINS LTD., Herbalist, George Street, Dunedin. xyxy=(921,996,1097,1092)
sub-planes-chimneys: 'PLANES AMONG CHIMNEYS. xyxy=(769,105,909,115)
air-para-2: It will be six hundred yards square, capable of standing the landing shock of machines several tons in weight, and of housing the great air liners of the future. xyxy=(763,234,915,276)
trial-para-1: The Probables scored from a back movement initiated by Dalley, from which Trotter scored at the corner. Dalley failed to convert. Scrimshaw scored another try for the Possibles —Possibles 16, Probables 3. xyxy=(617,40,757,103)
column-united-leader xyxy=(164,40,317,1609)
lamp-price-lamp: Lamp xyxy=(1026,173,1076,194)
divider xyxy=(18,816,156,818)
rule xyxy=(343,1534,443,1535)
dateline-3: WELLINGTON, May 21. xyxy=(198,506,284,516)
football-para-19: Collett and Scrimshaw had a partnership in the next try, it being converted—Possibles 13, Probables 0. xyxy=(469,1497,611,1529)
branch-offices: Branch offices for Canterbury and West Coast: 111 Hereford St. Christchurch—G. D. McIlraith, Manager. Agent at Hokitika—A. B. King. Sub-agent, Ross—J. Crowley and Co. Agent at Three Mile—J. C. Malfroy and Coy. xyxy=(14,743,160,807)
leader-para-2: It is understood that the United Party's meeting discussed land settlement and also that the South Island Railway, and that dissatisfaction was expressed with the slow progress of the railway. xyxy=(171,267,311,320)
divider xyxy=(18,599,156,601)
hawkins-heading: C. W. HAWKINS, xyxy=(935,975,1083,997)
sub-forbes-ransom: BETWEEN FORBES AND RANSOM. xyxy=(184,481,298,502)
football-para-9: A letter was received from the New Zealand Union in reference to Coulston's disqualification, asking if Brunner Club intended going on with the appeal, also forwarding £7 11s 3d delegate expenses. xyxy=(469,598,611,651)
column-football xyxy=(462,40,617,1609)
spring-blossom-seal-icon xyxy=(921,576,1101,696)
football-para-16: The South Island trial match was played at Lancaster Park to-day. It resolved itself into a struggle between the Possible forwards and Probable backs, and the Possible forwards held the upper hand, so that their side won by 23 points to 12. xyxy=(469,1264,611,1328)
rule xyxy=(191,123,291,124)
houston-heading: M. HOUSTON & COY. xyxy=(24,58,150,96)
sub-possibles: POSSIBLES. xyxy=(658,708,716,719)
column-football-cont xyxy=(610,40,763,1609)
south-british-every: Every description of Fire, Marine, and Accident Insurance Business taken at the Lowest Current Rates. xyxy=(14,1103,160,1134)
column-racing xyxy=(316,40,469,1650)
racing-para-15: honor bestowed on him and would have been pleased had he attained it when general prosperity was high, but the situation has been faced and he felt the present difficulties would be comparatively short. He sincerely regretted his old chief's retirement. He was Prime Minister when he (Mr Forbes) entered Parliament and had been associated with him since as a close loyalty ever since. xyxy=(323,1409,463,1526)
dynamo-lamp-advert xyxy=(921,40,1097,230)
listing-80: £80 Three good building SECTIONS, Sewell Street. xyxy=(14,406,160,428)
sub-possibles-pack: POSSIBLES PACK TOO GOOD. xyxy=(469,1206,611,1217)
peebles-name: A. W. PEEBLES, xyxy=(56,1186,118,1196)
football-heading: FOOTBALL xyxy=(469,44,611,74)
